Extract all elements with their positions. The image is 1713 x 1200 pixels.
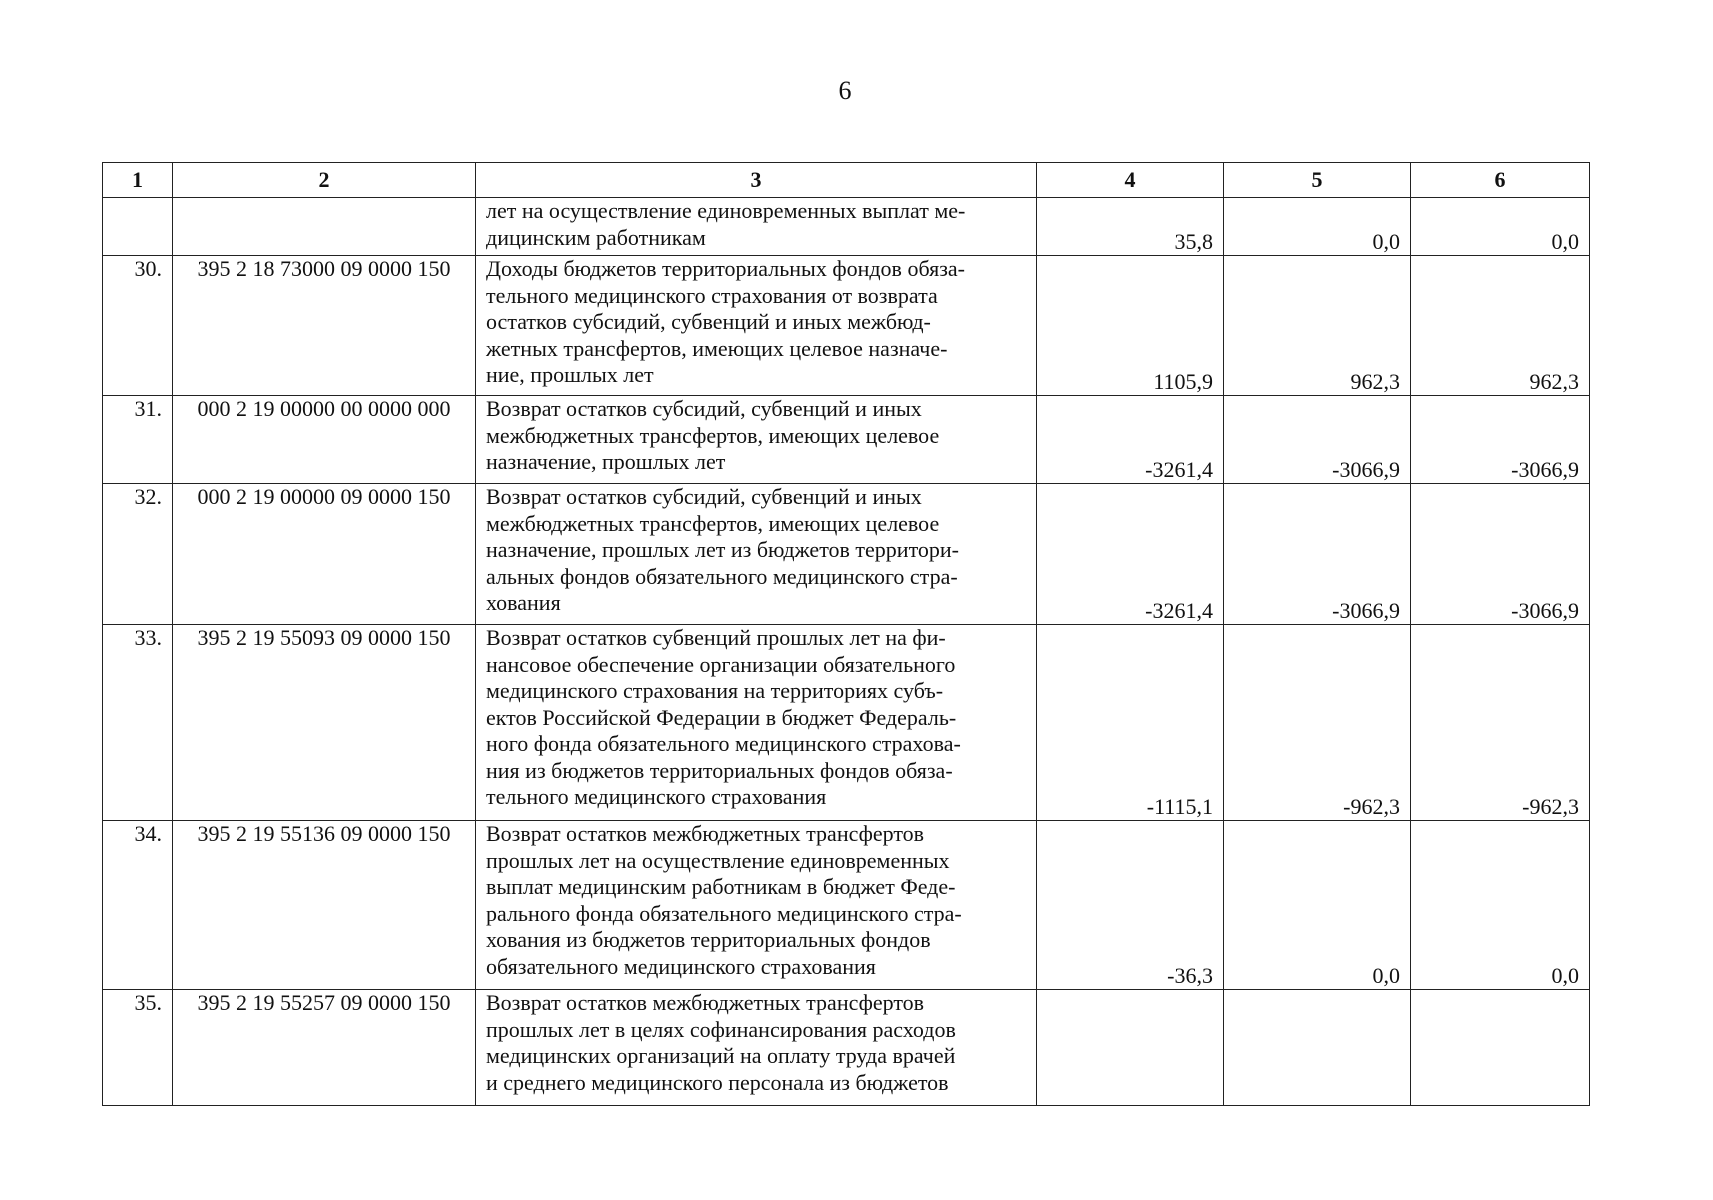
budget-table [102, 162, 1590, 1106]
row-value-4 [1037, 990, 1224, 1106]
row-value-5: -962,3 [1224, 625, 1411, 821]
desc-line: Возврат остатков субвенций прошлых лет на фи- [486, 625, 946, 650]
table-row [103, 625, 1590, 821]
row-code: 000 2 19 00000 09 0000 150 [173, 484, 476, 625]
row-value-6: 0,0 [1411, 821, 1590, 990]
table-row [103, 990, 1590, 1106]
row-description [476, 990, 1037, 1106]
desc-line: жетных трансфертов, имеющих целевое назначе- [486, 335, 948, 361]
row-description [476, 821, 1037, 990]
header-col-4: 4 [1037, 163, 1224, 198]
desc-line: ектов Российской Федерации в бюджет Федераль- [486, 704, 957, 730]
row-description [476, 256, 1037, 396]
row-value-6: 0,0 [1411, 198, 1590, 256]
header-col-1: 1 [103, 163, 173, 198]
row-code: 395 2 19 55136 09 0000 150 [173, 821, 476, 990]
desc-line: назначение, прошлых лет из бюджетов территори- [486, 537, 959, 562]
desc-line: и среднего медицинского персонала из бюджетов [486, 1069, 949, 1095]
header-col-6: 6 [1411, 163, 1590, 198]
desc-line: альных фондов обязательного медицинского стра- [486, 563, 958, 589]
desc-line: прошлых лет на осуществление единовременных [486, 847, 950, 873]
table-row [103, 484, 1590, 625]
page-number: 6 [838, 76, 852, 105]
row-value-6: -3066,9 [1411, 484, 1590, 625]
row-value-4: -1115,1 [1037, 625, 1224, 821]
desc-line: обязательного медицинского страхования [486, 953, 876, 979]
desc-line: назначение, прошлых лет [486, 449, 726, 474]
desc-line: дицинским работникам [486, 224, 706, 250]
row-value-6 [1411, 990, 1590, 1106]
desc-line: ния из бюджетов территориальных фондов обяза- [486, 757, 953, 783]
header-col-3: 3 [476, 163, 1037, 198]
desc-line: межбюджетных трансфертов, имеющих целевое [486, 422, 940, 448]
desc-line: хования из бюджетов территориальных фондов [486, 927, 931, 952]
row-description [476, 625, 1037, 821]
desc-line: выплат медицинским работникам в бюджет Феде- [486, 874, 956, 899]
table-row [103, 821, 1590, 990]
row-number [103, 198, 173, 256]
row-value-5: 0,0 [1224, 198, 1411, 256]
row-code: 000 2 19 00000 00 0000 000 [173, 396, 476, 484]
desc-line: медицинских организаций на оплату труда врачей [486, 1043, 956, 1068]
desc-line: ного фонда обязательного медицинского страхова- [486, 731, 961, 756]
header-row [103, 163, 1590, 198]
header-col-2: 2 [173, 163, 476, 198]
row-value-4: 35,8 [1037, 198, 1224, 256]
header-col-5: 5 [1224, 163, 1411, 198]
row-value-6: -3066,9 [1411, 396, 1590, 484]
row-number: 35. [103, 990, 173, 1106]
desc-line: межбюджетных трансфертов, имеющих целевое [486, 510, 940, 536]
row-value-4: -3261,4 [1037, 484, 1224, 625]
row-value-5: -3066,9 [1224, 396, 1411, 484]
row-code: 395 2 18 73000 09 0000 150 [173, 256, 476, 396]
row-code: 395 2 19 55257 09 0000 150 [173, 990, 476, 1106]
row-description [476, 198, 1037, 256]
row-number: 34. [103, 821, 173, 990]
row-code [173, 198, 476, 256]
desc-line: Возврат остатков межбюджетных трансфертов [486, 990, 925, 1015]
desc-line: Возврат остатков межбюджетных трансфертов [486, 821, 925, 846]
table-row [103, 256, 1590, 396]
row-value-4: -36,3 [1037, 821, 1224, 990]
row-value-6: 962,3 [1411, 256, 1590, 396]
row-value-5: 962,3 [1224, 256, 1411, 396]
desc-line: лет на осуществление единовременных выплат ме- [486, 198, 966, 223]
row-description [476, 396, 1037, 484]
row-value-4: -3261,4 [1037, 396, 1224, 484]
row-value-5 [1224, 990, 1411, 1106]
row-number: 30. [103, 256, 173, 396]
desc-line: Возврат остатков субсидий, субвенций и иных [486, 484, 922, 509]
row-code: 395 2 19 55093 09 0000 150 [173, 625, 476, 821]
table-row [103, 396, 1590, 484]
desc-line: нансовое обеспечение организации обязательного [486, 651, 956, 677]
desc-line: ние, прошлых лет [486, 362, 654, 387]
desc-line: тельного медицинского страхования [486, 784, 827, 809]
table-row [103, 198, 1590, 256]
desc-line: прошлых лет в целях софинансирования расходов [486, 1016, 956, 1042]
row-number: 33. [103, 625, 173, 821]
desc-line: тельного медицинского страхования от возврата [486, 282, 938, 308]
desc-line: Возврат остатков субсидий, субвенций и иных [486, 396, 922, 421]
row-number: 31. [103, 396, 173, 484]
desc-line: рального фонда обязательного медицинского стра- [486, 900, 962, 926]
row-number: 32. [103, 484, 173, 625]
desc-line: остатков субсидий, субвенций и иных межбюд- [486, 309, 931, 334]
row-description [476, 484, 1037, 625]
desc-line: хования [486, 590, 561, 615]
row-value-5: -3066,9 [1224, 484, 1411, 625]
desc-line: Доходы бюджетов территориальных фондов обяза- [486, 256, 965, 281]
desc-line: медицинского страхования на территориях субъ- [486, 678, 944, 703]
row-value-4: 1105,9 [1037, 256, 1224, 396]
row-value-6: -962,3 [1411, 625, 1590, 821]
row-value-5: 0,0 [1224, 821, 1411, 990]
